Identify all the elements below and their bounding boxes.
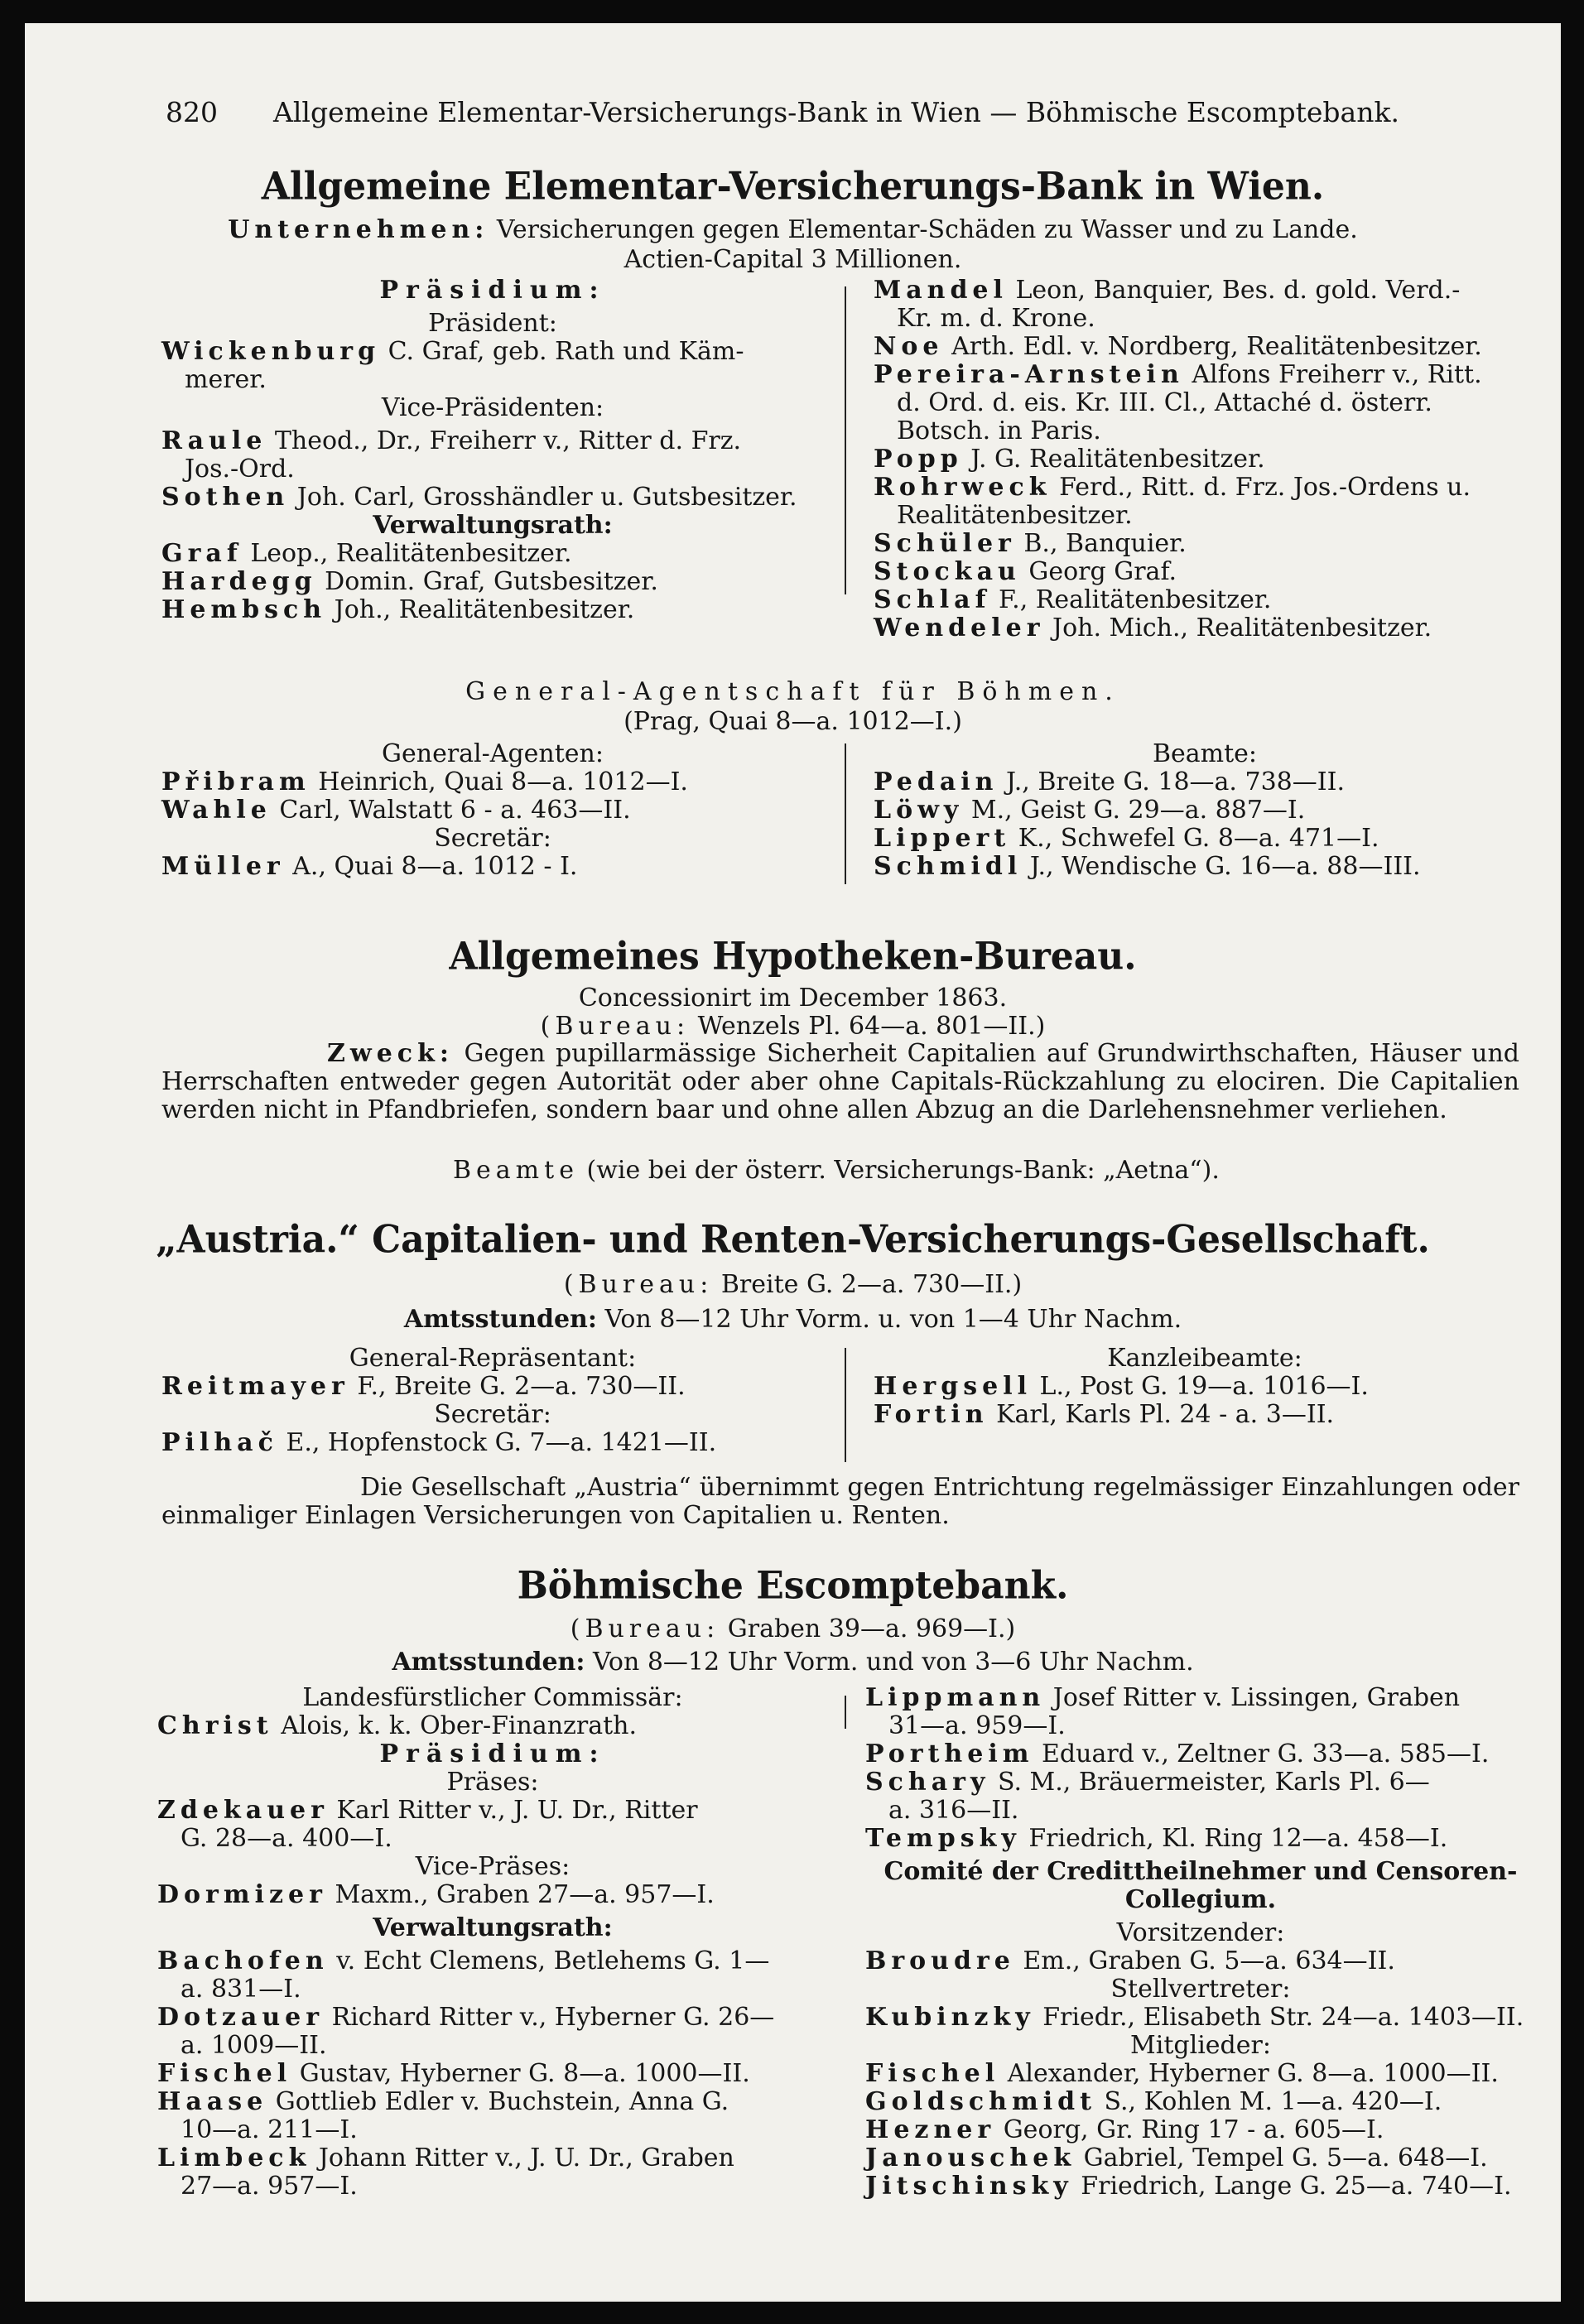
entry-name: Hergsell [874,1372,1032,1401]
entry-name: Wahle [161,796,272,825]
bureau-text: Wenzels Pl. 64—a. 801—II.) [697,1012,1046,1041]
entry-name: Haase [157,2087,268,2116]
s2-concession: Concessionirt im December 1863. [578,984,1008,1013]
member-entry [874,277,1536,305]
entry-cont: Realitätenbesitzer. [897,501,1133,530]
section-title-escomptebank: Böhmische Escomptebank. [517,1563,1069,1609]
entry-text: Josef Ritter v. Lissingen, Graben [1052,1683,1461,1712]
entry-name: Fischel [865,2059,1000,2088]
entry-text: Alois, k. k. Ober-Finanzrath. [281,1711,637,1740]
section-title-hypotheken: Allgemeines Hypotheken-Bureau. [449,934,1137,979]
entry-text: S., Kohlen M. 1—a. 420—I. [1104,2087,1442,2116]
praesidium-heading: Präsidium: [379,1739,606,1768]
entry-name: Schary [865,1768,990,1797]
vice-entry [157,1881,828,1909]
amtsstunden-label: Amtsstunden: [403,1305,597,1334]
s1-right-column [874,277,1536,642]
s4-amtsstunden [25,1648,1561,1677]
praeses-label: Präses: [446,1768,539,1797]
entry-name: Kubinzky [865,2003,1035,2032]
s2-zweck-paragraph [161,1040,1519,1124]
mitglieder-label: Mitglieder: [1130,2031,1271,2060]
member-entry [874,530,1536,558]
agent-entry [161,768,824,796]
entry-name: Schüler [874,529,1016,558]
entry-name: Jitschinsky [865,2172,1073,2201]
entry-name: Sothen [161,483,290,512]
entry-name: Goldschmidt [865,2087,1096,2116]
entry-name: Portheim [865,1739,1034,1768]
entry-text: Joh., Realitätenbesitzer. [334,595,635,624]
unternehmen-text: Versicherungen gegen Elementar-Schäden zu Wasser und zu Lande. [496,215,1358,244]
section-title-elementar: Allgemeine Elementar-Versicherungs-Bank in Wien. [261,164,1325,209]
entry-text: Em., Graben G. 5—a. 634—II. [1023,1946,1395,1975]
comite-heading-cont: Collegium. [1124,1885,1277,1914]
entry-cont: 10—a. 211—I. [181,2115,358,2144]
bureau-label: (Bureau: [563,1270,714,1299]
entry-name: Dormizer [157,1880,327,1909]
member-entry [874,445,1536,474]
s1-unternehmen [25,215,1561,244]
entry-cont: 31—a. 959—I. [888,1711,1066,1740]
s3-amtsstunden [25,1305,1561,1334]
entry-text: Gottlieb Edler v. Buchstein, Anna G. [275,2087,729,2116]
entry-cont: G. 28—a. 400—I. [181,1824,392,1853]
running-title: Allgemeine Elementar-Versicherungs-Bank in Wien — Böhmische Escomptebank. [273,96,1399,128]
entry-text: Richard Ritter v., Hyberner G. 26— [331,2003,775,2032]
bureau-text: Breite G. 2—a. 730—II.) [720,1270,1023,1299]
agentschaft-address: (Prag, Quai 8—a. 1012—I.) [623,707,962,736]
entry-name: Wickenburg [161,337,381,366]
entry-name: Rohrweck [874,473,1052,502]
entry-name: Lippmann [865,1683,1046,1712]
praesident-entry [161,338,824,366]
entry-text: Theod., Dr., Freiherr v., Ritter d. Frz. [274,426,742,455]
kanzlei-entry [874,1373,1536,1401]
entry-cont: Jos.-Ord. [185,455,295,484]
entry-name: Noe [874,332,944,361]
beamte-entry [874,768,1536,796]
s3-right-column [874,1345,1536,1429]
entry-cont: d. Ord. d. eis. Kr. III. Cl., Attaché d. österr. [897,388,1432,417]
kanzlei-entry [874,1401,1536,1429]
beamte-text: (wie bei der österr. Versicherungs-Bank: „Aetna“). [586,1156,1220,1185]
column-divider [845,1348,846,1462]
rath-entry [157,2004,828,2032]
verwaltungsrath-heading: Verwaltungsrath: [373,1913,613,1942]
entry-text: Johann Ritter v., J. U. Dr., Graben [318,2144,734,2172]
vice-entry [161,427,824,455]
entry-text: Leop., Realitätenbesitzer. [250,539,572,568]
member-entry [874,614,1536,642]
member-entry [874,586,1536,614]
entry-cont: a. 1009—II. [181,2031,327,2060]
member-entry [874,333,1536,361]
entry-text: J. G. Realitätenbesitzer. [970,445,1265,474]
beamte-entry [874,825,1536,853]
entry-text: Leon, Banquier, Bes. d. gold. Verd.- [1015,276,1461,305]
agentschaft-heading: General-Agentschaft für Böhmen. [465,677,1120,706]
amtsstunden-text: Von 8—12 Uhr Vorm. u. von 1—4 Uhr Nachm. [604,1305,1182,1334]
entry-text: Karl, Karls Pl. 24 - a. 3—II. [996,1400,1335,1429]
kanzlei-label: Kanzleibeamte: [1107,1344,1302,1373]
mitglied-entry [865,2144,1536,2172]
entry-text: B., Banquier. [1023,529,1187,558]
entry-text: Maxm., Graben 27—a. 957—I. [335,1880,715,1909]
entry-text: K., Schwefel G. 8—a. 471—I. [1018,824,1379,853]
entry-text: Georg, Gr. Ring 17 - a. 605—I. [1003,2115,1384,2144]
entry-name: Fortin [874,1400,989,1429]
agents-left-column [161,740,824,881]
amtsstunden-label: Amtsstunden: [392,1648,585,1677]
vice-entry [161,484,824,512]
entry-text: M., Geist G. 29—a. 887—I. [970,796,1306,825]
secretaer-entry [161,853,824,881]
entry-text: J., Breite G. 18—a. 738—II. [1006,767,1345,796]
entry-name: Limbeck [157,2144,311,2172]
column-divider [845,1696,846,1729]
general-agenten-label: General-Agenten: [382,739,604,768]
member-entry [865,1825,1536,1853]
member-entry [874,558,1536,586]
entry-name: Stockau [874,557,1021,586]
beamte-label: Beamte [453,1156,579,1185]
entry-cont: Botsch. in Paris. [897,416,1101,445]
entry-text: Alexander, Hyberner G. 8—a. 1000—II. [1007,2059,1499,2088]
kommissaer-entry [157,1712,828,1740]
member-entry [865,1740,1536,1768]
entry-text: Joh. Mich., Realitätenbesitzer. [1052,613,1432,642]
entry-text: F., Realitätenbesitzer. [999,585,1272,614]
entry-name: Přibram [161,767,311,796]
entry-name: Christ [157,1711,273,1740]
mitglied-entry [865,2116,1536,2144]
entry-text: Heinrich, Quai 8—a. 1012—I. [318,767,688,796]
column-divider [845,743,846,884]
entry-name: Pedain [874,767,999,796]
comite-heading: Comité der Credittheilnehmer und Censoren- [883,1857,1518,1886]
entry-name: Hardegg [161,567,317,596]
entry-text: v. Echt Clemens, Betlehems G. 1— [336,1946,770,1975]
s4-bureau [25,1614,1561,1643]
s3-left-column [161,1345,824,1457]
mitglied-entry [865,2172,1536,2201]
rath-entry [161,568,824,596]
amtsstunden-text: Von 8—12 Uhr Vorm. und von 3—6 Uhr Nachm. [593,1648,1194,1677]
entry-text: L., Post G. 19—a. 1016—I. [1039,1372,1369,1401]
zweck-label: Zweck: [327,1039,454,1068]
bureau-label: (Bureau: [570,1614,720,1643]
entry-text: Gustav, Hyberner G. 8—a. 1000—II. [299,2059,750,2088]
praeses-entry [157,1797,828,1825]
entry-name: Reitmayer [161,1372,349,1401]
rath-entry [157,2060,828,2088]
entry-name: Pereira-Arnstein [874,360,1184,389]
praesidium-heading: Präsidium: [379,276,606,305]
s2-bureau [25,1012,1561,1041]
vorsitzender-entry [865,1947,1536,1975]
entry-text: A., Quai 8—a. 1012 - I. [292,852,578,881]
stellvertreter-label: Stellvertreter: [1110,1975,1291,2004]
rath-entry [157,2088,828,2116]
entry-name: Graf [161,539,243,568]
s2-beamte-line [453,1156,1220,1185]
rath-entry [157,1947,828,1975]
s1-left-column [161,277,824,624]
rath-entry [157,2144,828,2172]
entry-text: E., Hopfenstock G. 7—a. 1421—II. [286,1428,717,1457]
secretaer-label: Secretär: [434,824,551,853]
entry-text: Friedrich, Kl. Ring 12—a. 458—I. [1028,1824,1448,1853]
s3-bureau [25,1270,1561,1299]
entry-text: C. Graf, geb. Rath und Käm- [388,337,744,366]
vorsitzender-label: Vorsitzender: [1116,1918,1285,1947]
mitglied-entry [865,2088,1536,2116]
verwaltungsrath-heading: Verwaltungsrath: [373,511,613,540]
secretaer-label: Secretär: [434,1400,551,1429]
beamte-right-column [874,740,1536,881]
entry-text: Arth. Edl. v. Nordberg, Realitätenbesitzer. [951,332,1482,361]
rath-entry [161,596,824,624]
entry-name: Fischel [157,2059,292,2088]
entry-name: Löwy [874,796,964,825]
beamte-label: Beamte: [1152,739,1258,768]
entry-name: Popp [874,445,963,474]
member-entry [865,1768,1536,1797]
rath-entry [161,540,824,568]
entry-text: Georg Graf. [1028,557,1177,586]
praesident-label: Präsident: [428,309,557,338]
entry-name: Schlaf [874,585,991,614]
page-number: 820 [166,96,218,128]
entry-cont: 27—a. 957—I. [181,2172,358,2201]
beamte-entry [874,796,1536,825]
bureau-text: Graben 39—a. 969—I.) [727,1614,1016,1643]
entry-name: Müller [161,852,285,881]
entry-name: Dotzauer [157,2003,325,2032]
entry-name: Raule [161,426,267,455]
section-title-austria: „Austria.“ Capitalien- und Renten-Versicherungs-Gesellschaft. [156,1217,1430,1263]
repraesentant-entry [161,1373,824,1401]
entry-name: Lippert [874,824,1011,853]
entry-name: Bachofen [157,1946,329,1975]
entry-text: Ferd., Ritt. d. Frz. Jos.-Ordens u. [1059,473,1471,502]
kommissaer-label: Landesfürstlicher Commissär: [302,1683,683,1712]
entry-text: Carl, Walstatt 6 - a. 463—II. [279,796,631,825]
entry-name: Hembsch [161,595,327,624]
entry-text: Alfons Freiherr v., Ritt. [1192,360,1482,389]
vice-praeses-label: Vice-Präses: [415,1852,571,1881]
entry-cont: Kr. m. d. Krone. [897,304,1095,333]
entry-name: Janouschek [865,2144,1076,2172]
entry-text: Domin. Graf, Gutsbesitzer. [325,567,658,596]
s4-left-column [157,1684,828,2201]
entry-text: Friedr., Elisabeth Str. 24—a. 1403—II. [1042,2003,1524,2032]
s3-note: Die Gesellschaft „Austria“ übernimmt gegen Entrichtung regelmässiger Einzahlungen oder einmaliger Einlagen Versicherungen von Capitalien u. Renten. [161,1473,1519,1530]
entry-name: Zdekauer [157,1796,329,1825]
entry-text: Joh. Carl, Grosshändler u. Gutsbesitzer. [296,483,797,512]
mitglied-entry [865,2060,1536,2088]
entry-text: S. M., Bräuermeister, Karls Pl. 6— [997,1768,1430,1797]
stellvertreter-entry [865,2004,1536,2032]
entry-text: Eduard v., Zeltner G. 33—a. 585—I. [1042,1739,1490,1768]
entry-text: Friedrich, Lange G. 25—a. 740—I. [1081,2172,1512,2201]
s4-right-column [865,1684,1536,2201]
entry-name: Hezner [865,2115,996,2144]
entry-text: J., Wendische G. 16—a. 88—III. [1029,852,1421,881]
entry-name: Tempsky [865,1824,1021,1853]
member-entry [874,474,1536,502]
entry-name: Mandel [874,276,1008,305]
entry-name: Broudre [865,1946,1015,1975]
agent-entry [161,796,824,825]
entry-name: Wendeler [874,613,1045,642]
entry-cont: a. 316—II. [888,1796,1019,1825]
beamte-entry [874,853,1536,881]
zweck-text: Gegen pupillarmässige Sicherheit Capitalien auf Grundwirthschaften, Häuser und Herrschaften entweder gegen Autorität oder aber ohne Capitals-Rückzahlung zu elociren. Die Capitalien werden nicht in Pfandbriefen, sondern baar und ohne allen Abzug an die Darlehensnehmer verliehen. [161,1039,1519,1124]
entry-text: Gabriel, Tempel G. 5—a. 648—I. [1083,2144,1488,2172]
secretaer-entry [161,1429,824,1457]
document-page [25,23,1561,2302]
entry-text: Karl Ritter v., J. U. Dr., Ritter [336,1796,698,1825]
bureau-label: (Bureau: [540,1012,691,1041]
repraesentant-label: General-Repräsentant: [349,1344,637,1373]
unternehmen-label: Unternehmen: [228,215,489,244]
entry-cont: a. 831—I. [181,1975,301,2004]
entry-name: Pilhač [161,1428,278,1457]
vice-label: Vice-Präsidenten: [381,393,604,422]
entry-name: Schmidl [874,852,1023,881]
member-entry [865,1684,1536,1712]
column-divider [845,286,846,594]
entry-text: F., Breite G. 2—a. 730—II. [357,1372,686,1401]
member-entry [874,361,1536,389]
s1-capital: Actien-Capital 3 Millionen. [623,245,962,274]
entry-cont: merer. [185,365,267,394]
